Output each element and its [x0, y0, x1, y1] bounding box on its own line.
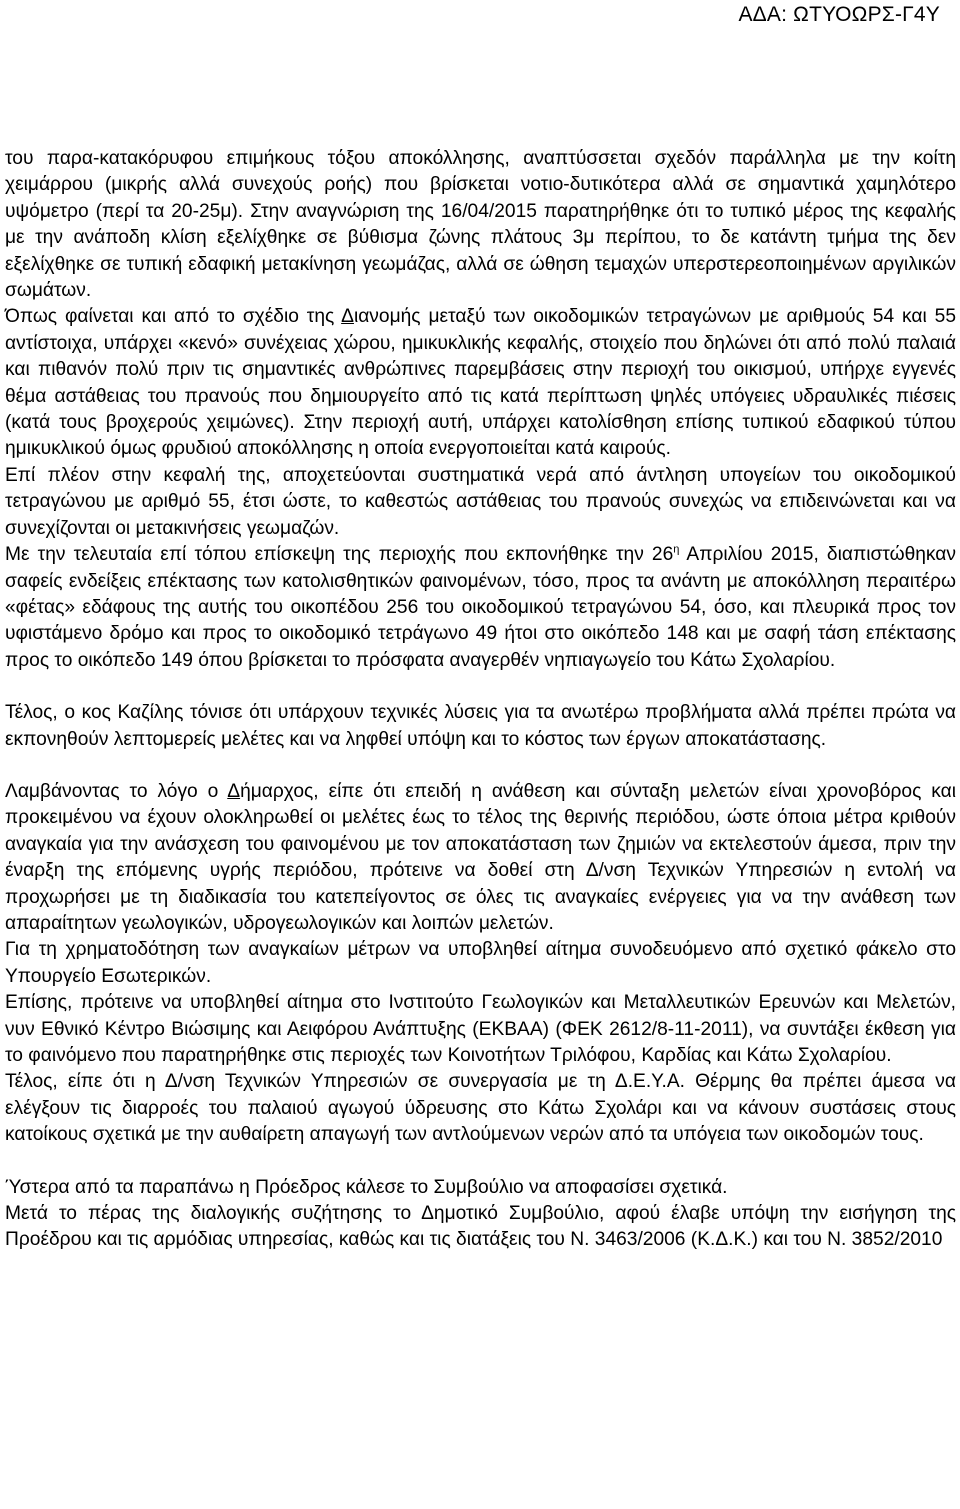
- underlined-letter: Δ: [227, 780, 241, 802]
- text-fragment: Με την τελευταία επί τόπου επίσκεψη της περιοχής που εκπονήθηκε την 26: [5, 544, 674, 566]
- paragraph-landslide-description: του παρα-κατακόρυφου επιμήκους τόξου αποκόλλησης, αναπτύσσεται σχεδόν παράλληλα με την κοίτη χειμάρρου (μικρής αλλά συνεχούς ροής) που βρίσκεται νοτιο-δυτικότερα αλλά σε σημαντικά χαμηλότερο υψόμετρο (περί τα 20-25μ). Στην αναγνώριση της 16/04/2015 παρατηρήθηκε ότι το τυπικό μέρος της κεφαλής με την ανάποδη κλίση εξελίχθηκε σε βύθισμα ζώνης πλάτους 3μ περίπου, το δε κατάντη τμήμα της δεν εξελίχθηκε σε τυπική εδαφική μετακίνηση γεωμάζας, αλλά σε ώθηση τεμαχών υπερστερεοποιημένων αργιλικών σωμάτων.: [5, 148, 956, 302]
- paragraph-water-pipe: Τέλος, είπε ότι η Δ/νση Τεχνικών Υπηρεσιών σε συνεργασία με τη Δ.Ε.Υ.Α. Θέρμης θα πρέπει άμεσα να ελέγξουν τις διαρροές του παλαιού αγωγού ύδρευσης στο Κάτω Σχολάρι και να κάνουν συστάσεις στους κατοίκους σχετικά με την αυθαίρετη απαγωγή των αντλούμενων νερών από τα υπόγεια των οικοδομών τους.: [5, 1071, 956, 1146]
- paragraph-mayor-proposal: [5, 779, 956, 937]
- document-body: [5, 146, 956, 1254]
- text-fragment: Απριλίου 2015, διαπιστώθηκαν σαφείς ενδείξεις επέκτασης των κατολισθητικών φαινομένων, τόσο, προς τα ανάντη με αποκόλληση περαιτέρω «φέτας» εδάφους της αυτής του οικοπέδου 256 του οικοδομικού τετραγώνου 54, όσο, και πλευρικά προς τον υφιστάμενο δρόμο και προς το οικοδομικό τετράγωνο 49 ήτοι στο οικόπεδο 148 και με σαφή τάση επέκτασης προς το οικόπεδο 149 όπου βρίσκεται το πρόσφατα αναγερθέν νηπιαγωγείο του Κάτω Σχολαρίου.: [5, 544, 956, 671]
- paragraph-council-call: Ύστερα από τα παραπάνω η Πρόεδρος κάλεσε το Συμβούλιο να αποφασίσει σχετικά.: [5, 1176, 728, 1198]
- paragraph-igme-request: Επίσης, πρότεινε να υποβληθεί αίτημα στο Ινστιτούτο Γεωλογικών και Μεταλλευτικών Ερευνών και Μελετών, νυν Εθνικό Κέντρο Βιώσιμης και Αειφόρου Ανάπτυξης (ΕΚΒΑΑ) (ΦΕΚ 2612/8-11-2011), να συντάξει έκθεση για το φαινόμενο που παρατηρήθηκε στις περιοχές των Κοινοτήτων Τριλόφου, Καρδίας και Κάτω Σχολαρίου.: [5, 992, 956, 1066]
- ada-reference: ΑΔΑ: ΩΤΥΟΩΡΣ-Γ4Υ: [738, 3, 940, 26]
- paragraph-decision-intro: Μετά το πέρας της διαλογικής συζήτησης το Δημοτικό Συμβούλιο, αφού έλαβε υπόψη την εισήγηση της Προέδρου και τις αρμόδιας υπηρεσίας, καθώς και τις διατάξεις του Ν. 3463/2006 (Κ.Δ.Κ.) και του Ν. 3852/2010: [5, 1203, 956, 1251]
- paragraph-funding: Για τη χρηματοδότηση των αναγκαίων μέτρων να υποβληθεί αίτημα συνοδευόμενο από σχετικό φάκελο στο Υπουργείο Εσωτερικών.: [5, 939, 956, 987]
- underlined-letter: Δ: [341, 306, 354, 328]
- ordinal-superscript: η: [673, 543, 680, 556]
- paragraph-distribution-plan: [5, 304, 956, 462]
- text-fragment: ήμαρχος, είπε ότι επειδή η ανάθεση και σύνταξη μελετών είναι χρονοβόρος και προκειμένου να έχουν ολοκληρωθεί οι μελέτες έως το τέλος της θερινής περιόδου, ώστε όποια μέτρα κριθούν αναγκαία για την ανάσχεση του φαινομένου με τον αποκατάσταση των ζημιών να εκτελεστούν άμεσα, πριν την έναρξη της επόμενης υγρής περιόδου, πρότεινε να δοθεί στη Δ/νση Τεχνικών Υπηρεσιών η εντολή να προχωρήσει με τη διαδικασία του κατεπείγοντος σε όλες τις αναγκαίες ενέργειες για να την ανάθεση των απαραίτητων γεωλογικών, υδρογεωλογικών και λοιπών μελετών.: [5, 780, 956, 934]
- paragraph-drainage: Επί πλέον στην κεφαλή της, αποχετεύονται συστηματικά νερά από άντληση υπογείων του οικοδομικού τετραγώνου με αριθμό 55, έτσι ώστε, το καθεστώς αστάθειας του πρανούς συνεχώς να επιδεινώνεται και να συνεχίζονται οι μετακινήσεις γεωμαζών.: [5, 464, 956, 539]
- text-fragment: ιανομής μεταξύ των οικοδομικών τετραγώνων με αριθμούς 54 και 55 αντίστοιχα, υπάρχει «κενό» συνέχειας χώρου, ημικυκλικής κεφαλής, στοιχείο που δηλώνει ότι από πολύ παλαιά και πιθανόν πολύ πριν τις σημαντικές ανθρώπινες παρεμβάσεις στην περιοχή του οικισμού, υπήρχε εγγενές θέμα αστάθειας του πρανούς που δημιουργείτο από τις κατά περίπτωση ψηλές υπόγειες υδραυλικές πιέσεις (κατά τους βροχερούς χειμώνες). Στην περιοχή αυτή, υπάρχει κατολίσθηση επίσης τυπικού εδαφικού τύπου ημικυκλικού όμως φρυδιού αποκόλλησης η οποία ενεργοποιείται κατά καιρούς.: [5, 306, 956, 460]
- text-fragment: Όπως φαίνεται και από το σχέδιο της: [5, 306, 342, 328]
- paragraph-last-visit: [5, 542, 956, 674]
- paragraph-technical-solutions: Τέλος, ο κος Καζίλης τόνισε ότι υπάρχουν τεχνικές λύσεις για τα ανωτέρω προβλήματα αλλά πρέπει πρώτα να εκπονηθούν λεπτομερείς μελέτες και να ληφθεί υπόψη και το κόστος των έργων αποκατάστασης.: [5, 702, 956, 750]
- text-fragment: Λαμβάνοντας το λόγο ο: [5, 780, 228, 802]
